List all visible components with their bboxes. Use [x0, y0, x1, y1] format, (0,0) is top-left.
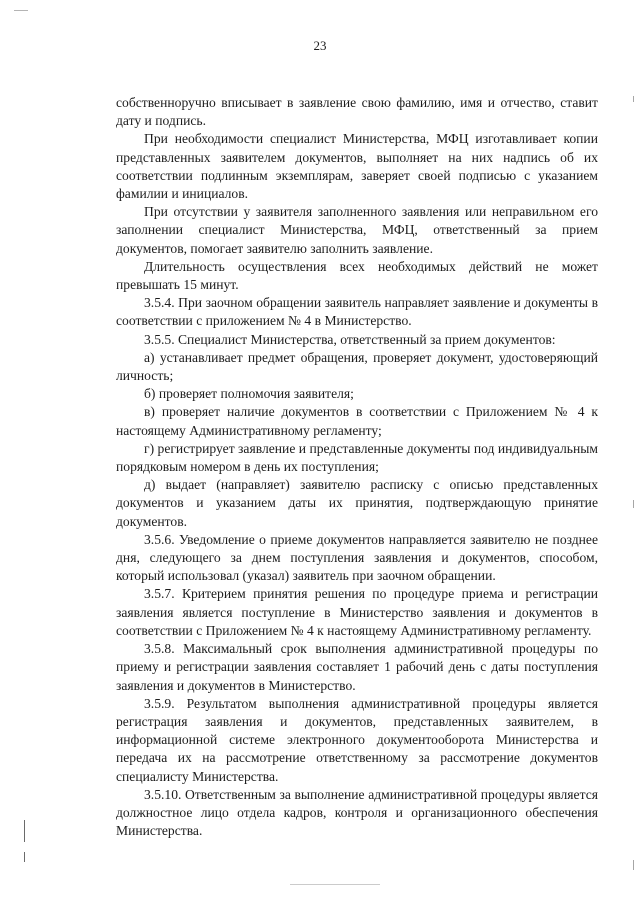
scan-artifact	[24, 820, 25, 842]
scan-artifact	[633, 860, 634, 870]
list-item: б) проверяет полномочия заявителя;	[144, 386, 354, 402]
paragraph: При отсутствии у заявителя заполненного заявления или неправильном его заполнении специалист Министерства, МФЦ, ответственный за прием документов, помогает заявителю заполнить заявление.	[116, 204, 598, 256]
paragraph: 3.5.4. При заочном обращении заявитель направляет заявление и документы в соответствии с приложением № 4 в Министерство.	[116, 295, 598, 329]
document-body	[116, 94, 598, 840]
list-item: в) проверяет наличие документов в соответствии с Приложением № 4 к настоящему Административному регламенту;	[116, 404, 598, 438]
paragraph: 3.5.9. Результатом выполнения административной процедуры является регистрация заявления и документов, представленных заявителем, в информационной системе электронного документооборота Министерства и передача их на рассмотрение ответственному за рассмотрение документов специалисту Министерства.	[116, 695, 598, 784]
paragraph: 3.5.8. Максимальный срок выполнения административной процедуры по приему и регистрации заявления составляет 1 рабочий день с даты поступления заявления и документов в Министерство.	[116, 641, 598, 693]
scan-artifact	[633, 500, 634, 508]
list-item: а) устанавливает предмет обращения, проверяет документ, удостоверяющий личность;	[116, 349, 598, 384]
list-item: г) регистрирует заявление и представленные документы под индивидуальным порядковым номером в день их поступления;	[116, 440, 598, 475]
page-number: 23	[313, 38, 327, 53]
paragraph: При необходимости специалист Министерства, МФЦ изготавливает копии представленных заявителем документов, выполняет на них надпись об их соответствии подлинным экземплярам, заверяет своей подписью с указанием фамилии и инициалов.	[116, 131, 598, 202]
paragraph: 3.5.6. Уведомление о приеме документов направляется заявителю не позднее дня, следующего за днем поступления заявления и документов, способом, который использовал (указал) заявитель при заочном обращении.	[116, 531, 598, 584]
paragraph: 3.5.10. Ответственным за выполнение административной процедуры является должностное лицо отдела кадров, контроля и организационного обеспечения Министерства.	[116, 786, 598, 839]
paragraph: Длительность осуществления всех необходимых действий не может превышать 15 минут.	[116, 258, 598, 293]
scan-artifact	[290, 884, 380, 885]
scan-artifact	[14, 10, 28, 11]
paragraph: 3.5.5. Специалист Министерства, ответственный за прием документов:	[144, 331, 556, 347]
paragraph: 3.5.7. Критерием принятия решения по процедуре приема и регистрации заявления является поступление в Министерство заявления и документов в соответствии с Приложением № 4 к настоящему Административному регламенту.	[116, 586, 598, 638]
scan-artifact	[24, 852, 25, 862]
list-item: д) выдает (направляет) заявителю расписку с описью представленных документов и указанием даты их принятия, подтверждающую принятие документов.	[116, 477, 598, 529]
paragraph: собственноручно вписывает в заявление свою фамилию, имя и отчество, ставит дату и подпись.	[116, 95, 598, 129]
scan-artifact	[633, 96, 634, 102]
